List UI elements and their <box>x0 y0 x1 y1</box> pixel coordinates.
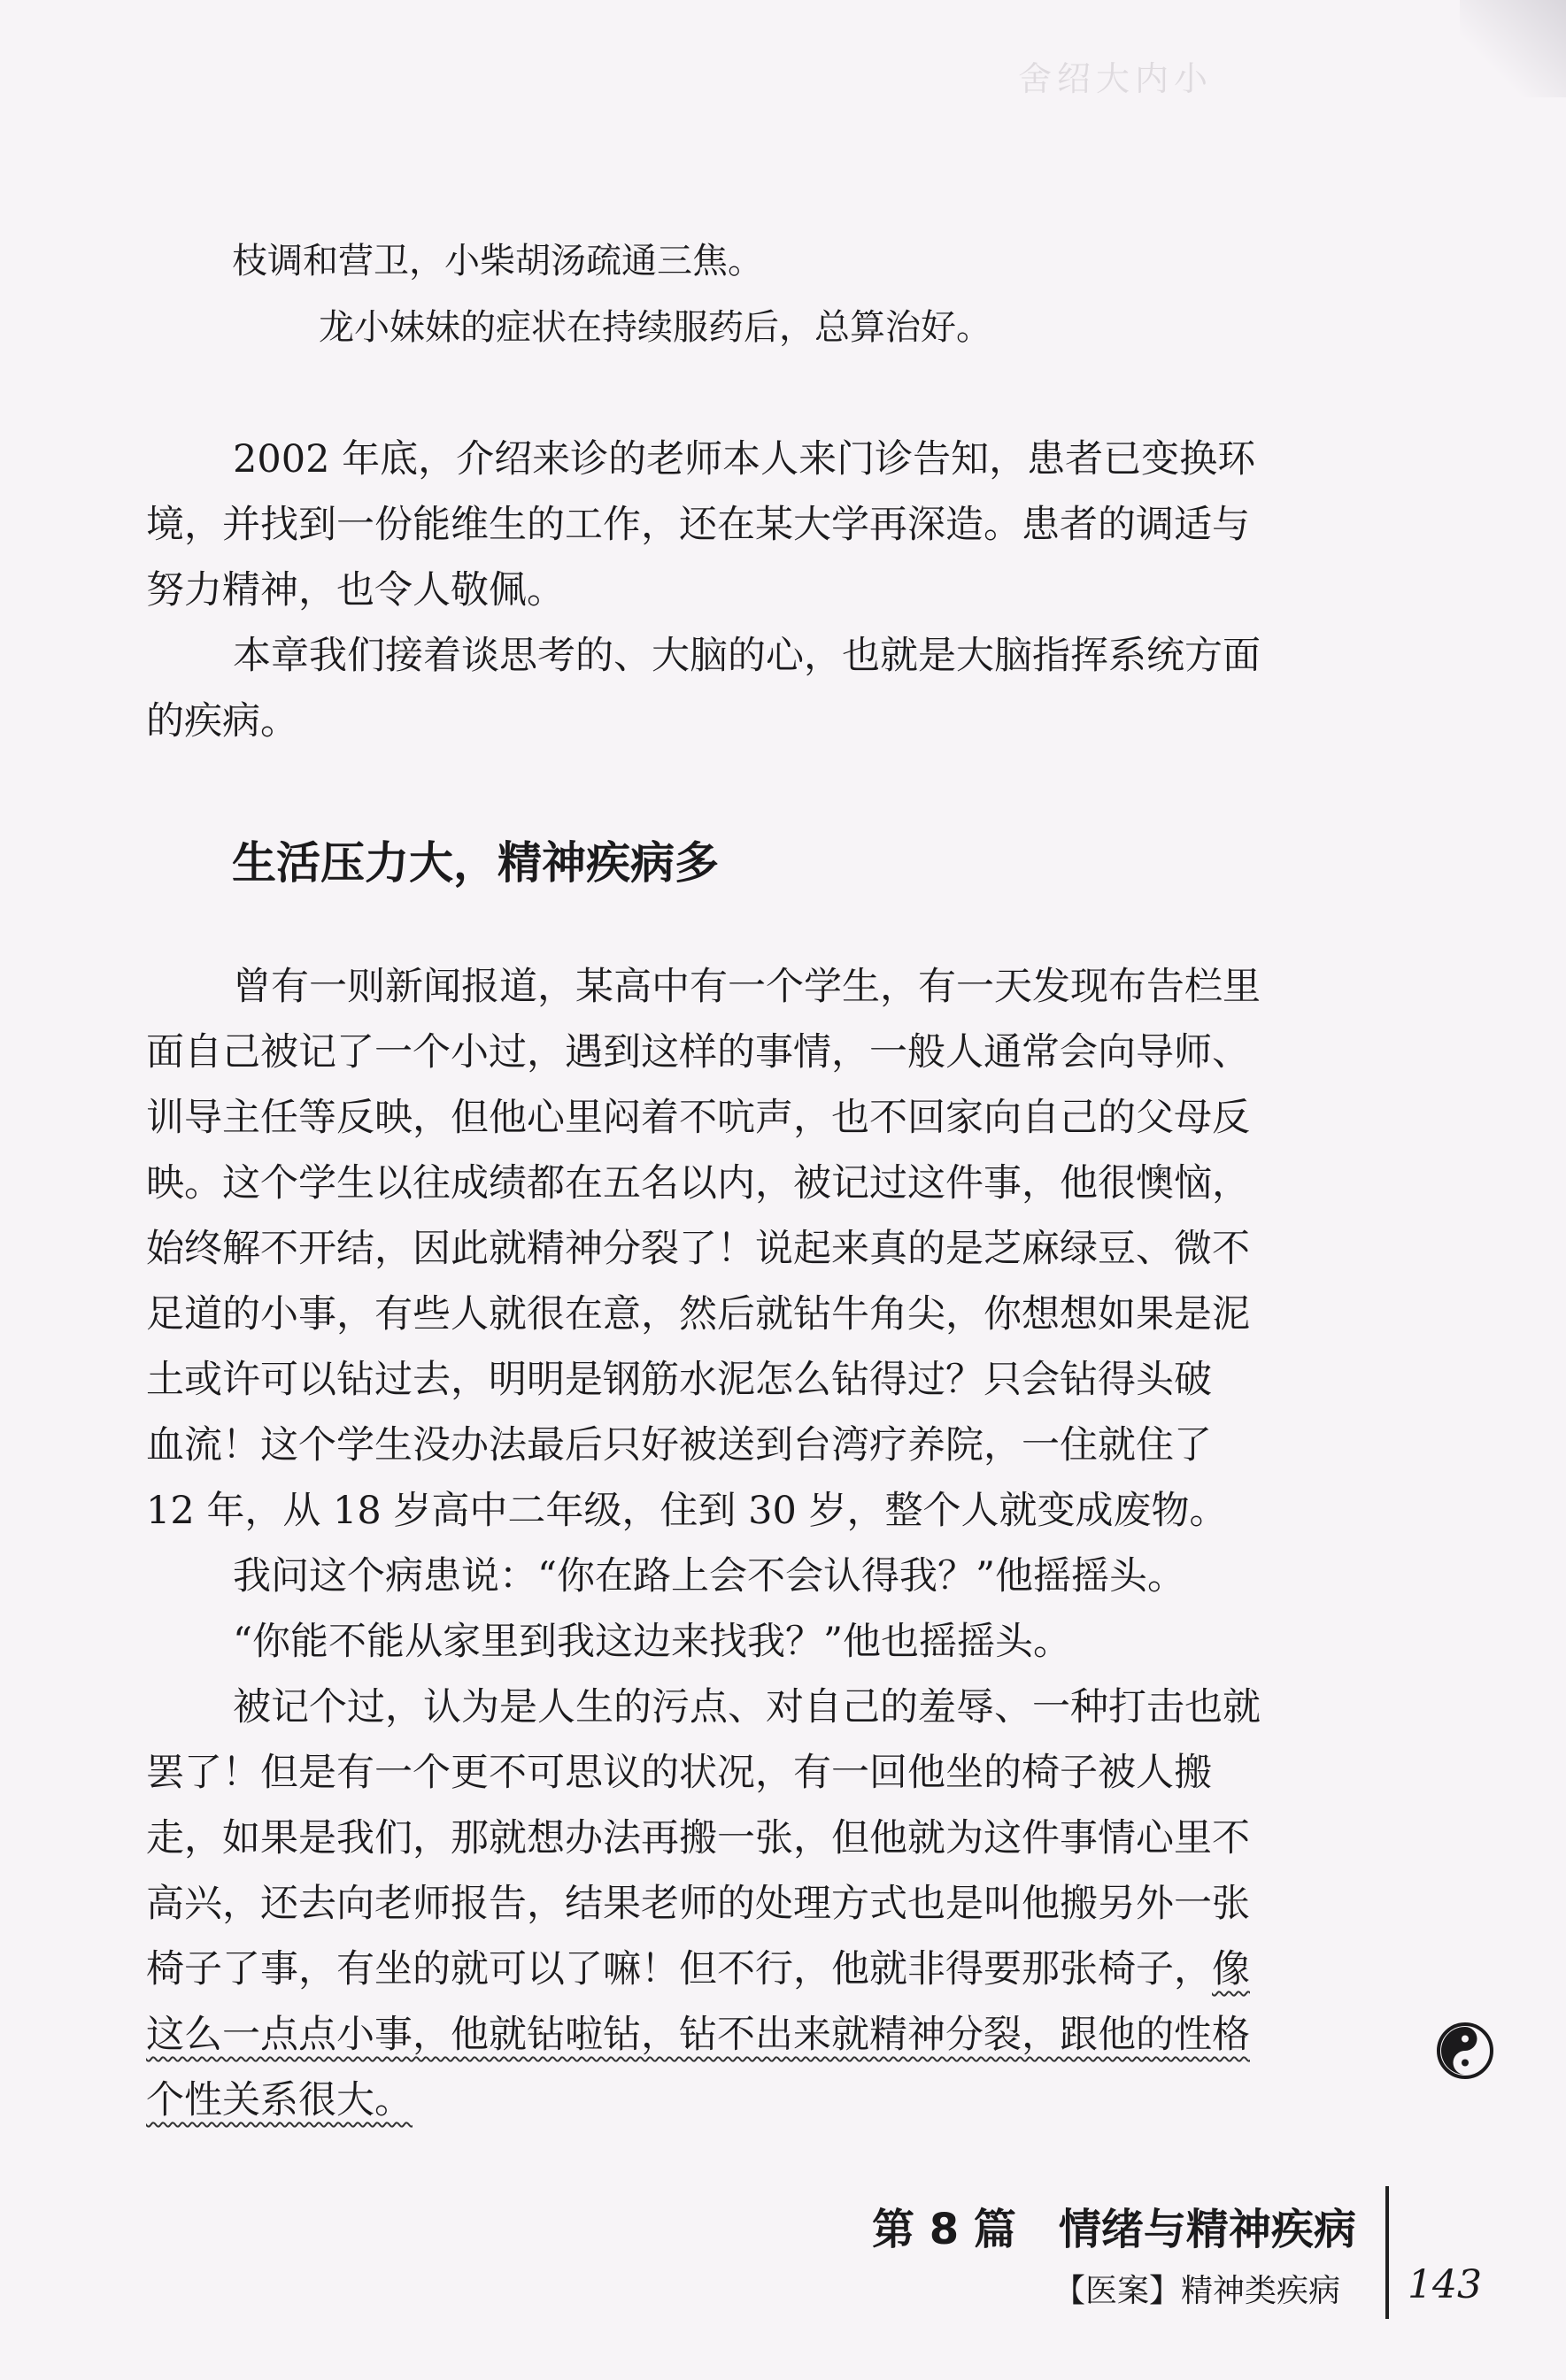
body-line: 血流！这个学生没办法最后只好被送到台湾疗养院，一住就住了 <box>146 1423 1212 1467</box>
underlined-text: 个性关系很大。 <box>146 2078 413 2122</box>
body-line: 始终解不开结，因此就精神分裂了！说起来真的是芝麻绿豆、微不 <box>146 1227 1250 1271</box>
body-line: 12 年，从 18 岁高中二年级，住到 30 岁，整个人就变成废物。 <box>146 1489 1228 1533</box>
body-line: 被记个过，认为是人生的污点、对自己的羞辱、一种打击也就 <box>233 1685 1261 1729</box>
body-line: 曾有一则新闻报道，某高中有一个学生，有一天发现布告栏里 <box>233 965 1261 1009</box>
body-line: 训导主任等反映，但他心里闷着不吭声，也不回家向自己的父母反 <box>146 1096 1250 1140</box>
body-line-prefix: 椅子了事，有坐的就可以了嘛！但不行，他就非得要那张椅子， <box>146 1947 1212 1991</box>
body-line: 高兴，还去向老师报告，结果老师的处理方式也是叫他搬另外一张 <box>146 1882 1250 1926</box>
intro-line: 境，并找到一份能维生的工作，还在某大学再深造。患者的调适与 <box>146 503 1250 547</box>
body-line: “你能不能从家里到我这边来找我？”他也摇摇头。 <box>233 1620 1071 1664</box>
footer-divider <box>1385 2186 1389 2319</box>
body-line: 足道的小事，有些人就很在意，然后就钻牛角尖，你想想如果是泥 <box>146 1292 1250 1336</box>
body-line-underlined <box>146 2002 1381 2068</box>
page-number: 143 <box>1408 2262 1482 2307</box>
body-line-underlined <box>146 2068 1381 2133</box>
intro-line: 的疾病。 <box>146 699 298 743</box>
section-heading: 生活压力大，精神疾病多 <box>232 837 719 889</box>
intro-paragraph <box>146 427 1381 754</box>
page-edge-shadow <box>1460 0 1566 97</box>
top-line-2: 龙小妹妹的症状在持续服药后，总算治好。 <box>319 307 991 348</box>
underlined-text: 这么一点点小事，他就钻啦钻，钻不出来就精神分裂，跟他的性格 <box>146 2013 1250 2057</box>
body-line: 映。这个学生以往成绩都在五名以内，被记过这件事，他很懊恼， <box>146 1161 1250 1205</box>
chapter-subtitle: 【医案】精神类疾病 <box>1053 2273 1341 2309</box>
body-line: 走，如果是我们，那就想办法再搬一张，但他就为这件事情心里不 <box>146 1816 1250 1860</box>
body-line: 罢了！但是有一个更不可思议的状况，有一回他坐的椅子被人搬 <box>146 1751 1212 1795</box>
intro-line: 2002 年底，介绍来诊的老师本人来门诊告知，患者已变换环 <box>233 437 1256 481</box>
taiji-icon <box>1434 2020 1496 2082</box>
top-line-1: 枝调和营卫，小柴胡汤疏通三焦。 <box>232 241 763 281</box>
body-line: 面自己被记了一个小过，遇到这样的事情，一般人通常会向导师、 <box>146 1030 1250 1074</box>
intro-line: 努力精神，也令人敬佩。 <box>146 568 565 612</box>
body-line-mixed <box>146 1937 1381 2002</box>
intro-line: 本章我们接着谈思考的、大脑的心，也就是大脑指挥系统方面 <box>233 634 1261 678</box>
body-paragraph <box>146 954 1381 2133</box>
body-line: 我问这个病患说：“你在路上会不会认得我？”他摇摇头。 <box>233 1554 1185 1598</box>
chapter-title: 第 8 篇 情绪与精神疾病 <box>872 2205 1356 2254</box>
underlined-text: 像 <box>1212 1947 1250 1991</box>
bleed-through-text: 舍绍大内小 <box>1018 59 1214 98</box>
body-line: 土或许可以钻过去，明明是钢筋水泥怎么钻得过？只会钻得头破 <box>146 1358 1212 1402</box>
